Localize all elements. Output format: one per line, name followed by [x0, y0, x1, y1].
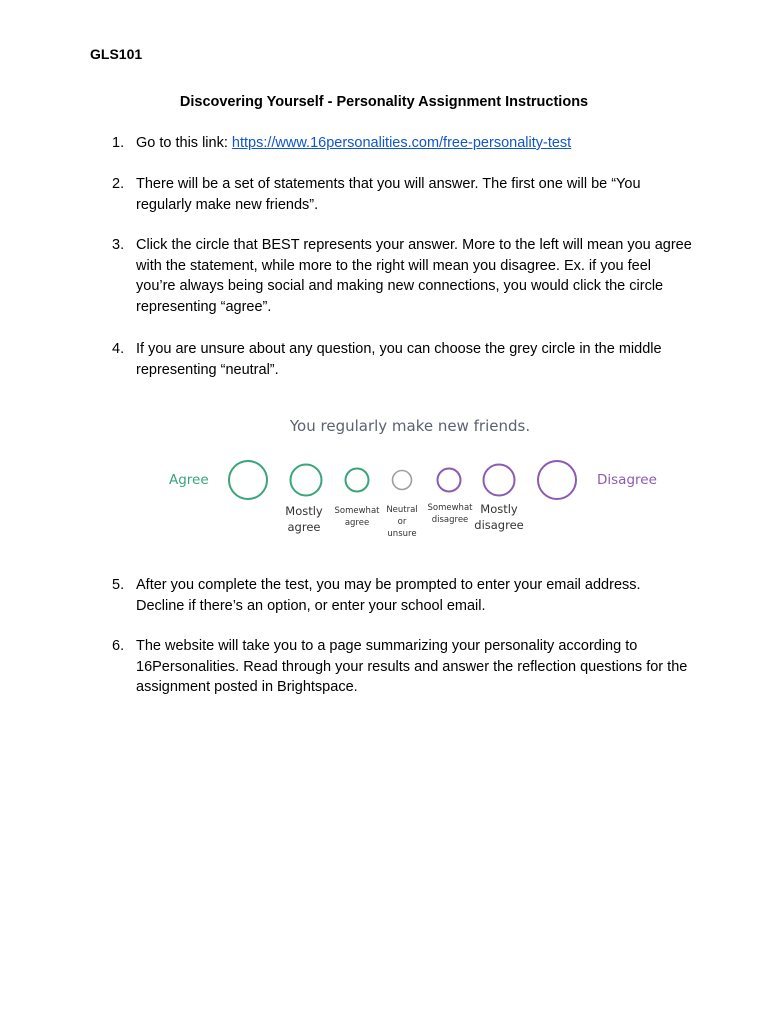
- step-number: 6.: [112, 638, 125, 654]
- step-number: 3.: [112, 237, 125, 253]
- instruction-step-5: [112, 575, 692, 616]
- somewhat-disagree-circle: [438, 469, 461, 492]
- somewhat-agree-circle: [346, 469, 369, 492]
- agree-label: Agree: [169, 472, 209, 488]
- neutral-circle: [393, 471, 412, 490]
- instruction-step-3: [112, 235, 692, 318]
- step-text: There will be a set of statements that you will answer. The first one will be “You regularly make new friends”.: [136, 176, 641, 213]
- answer-scale-figure: [160, 408, 660, 548]
- step-text: [136, 133, 692, 154]
- somewhat-disagree-label: Somewhat disagree: [427, 503, 473, 525]
- step-prefix: Go to this link:: [136, 135, 232, 151]
- disagree-label: Disagree: [597, 472, 657, 488]
- step-text: If you are unsure about any question, you can choose the grey circle in the middle representing “neutral”.: [136, 341, 662, 378]
- step-number: 4.: [112, 341, 125, 357]
- figure-question: You regularly make new friends.: [289, 417, 531, 435]
- step-text: The website will take you to a page summarizing your personality according to 16Personalities. Read through your results and answer the reflection questions for the assignment posted in Brightspace.: [136, 638, 688, 696]
- agree-circle: [229, 461, 267, 499]
- neutral-label: Neutral or unsure: [386, 505, 418, 539]
- instruction-step-4: [112, 339, 692, 380]
- step-text: After you complete the test, you may be prompted to enter your email address. Decline if there’s an option, or enter your school email.: [136, 577, 641, 614]
- mostly-disagree-label: Mostly disagree: [474, 502, 524, 532]
- step-text: Click the circle that BEST represents your answer. More to the left will mean you agree with the statement, while more to the right will mean you disagree. Ex. if you feel you’re always being social and making new connections, you would click the circle representing “agree”.: [136, 237, 692, 316]
- somewhat-agree-label: Somewhat agree: [334, 506, 380, 528]
- mostly-disagree-circle: [484, 465, 515, 496]
- personality-test-link[interactable]: https://www.16personalities.com/free-personality-test: [231, 135, 572, 151]
- instruction-step-2: [112, 174, 692, 215]
- disagree-circle: [538, 461, 576, 499]
- instruction-step-6: [112, 636, 692, 698]
- instruction-step-1: [112, 133, 692, 154]
- course-code: GLS101: [90, 46, 143, 62]
- step-number: 5.: [112, 577, 125, 593]
- step-number: 1.: [112, 135, 125, 151]
- document-title: Discovering Yourself - Personality Assignment Instructions: [179, 94, 589, 110]
- mostly-agree-label: Mostly agree: [285, 504, 323, 534]
- mostly-agree-circle: [291, 465, 322, 496]
- step-number: 2.: [112, 176, 125, 192]
